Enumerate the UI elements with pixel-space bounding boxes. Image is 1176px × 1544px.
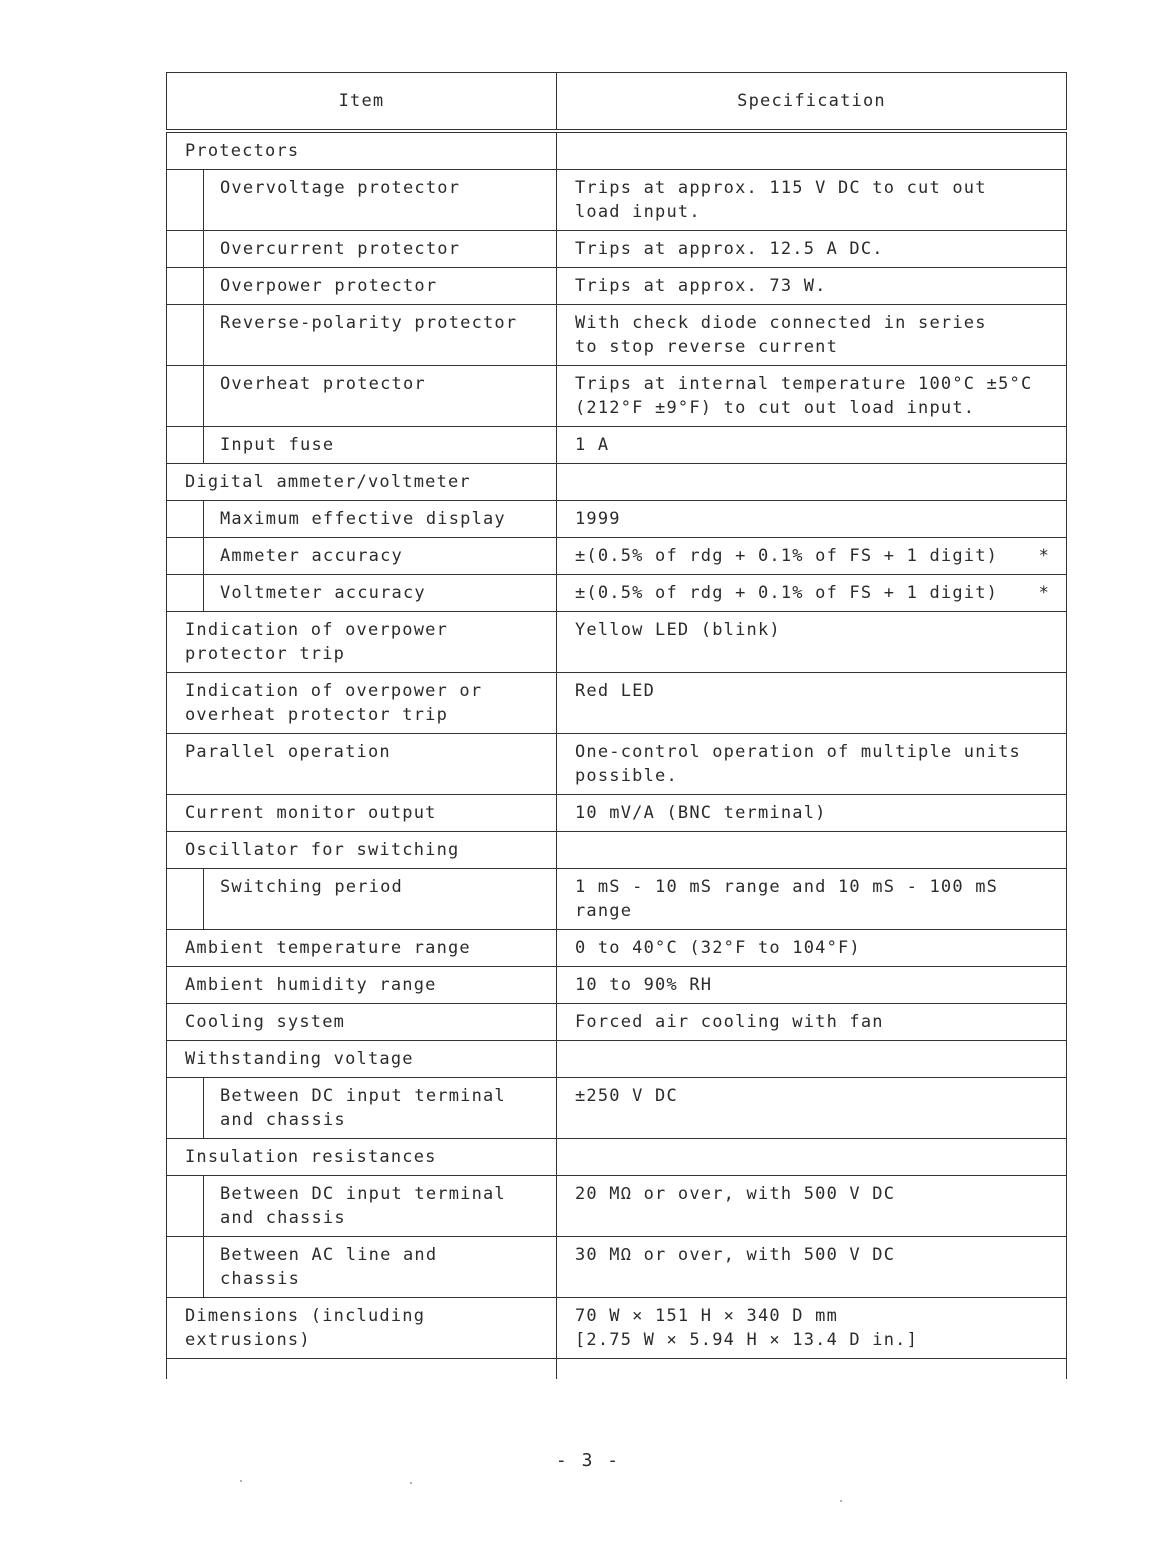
table-row [167,1139,1067,1176]
item-cell [167,612,557,673]
table-row [167,575,1067,612]
spec-cell [557,305,1067,366]
item-label: Parallel operation [185,742,391,762]
spec-value: Trips at approx. 115 V DC to cut out load input. [575,178,987,222]
spec-value: 1 mS - 10 mS range and 10 mS - 100 mS range [575,877,999,921]
item-label: Oscillator for switching [185,840,460,860]
item-label: Dimensions (including extrusions) [185,1306,426,1350]
spec-sheet [166,72,1066,1379]
spec-cell [557,734,1067,795]
page-number: - 3 - [555,1450,621,1471]
table-row [167,1298,1067,1359]
table-row [167,464,1067,501]
spec-value: 10 mV/A (BNC terminal) [575,803,827,823]
spec-cell [557,673,1067,734]
spec-cell [557,131,1067,170]
item-cell [167,268,557,305]
empty-cell [167,1359,557,1380]
spec-cell [557,1139,1067,1176]
spec-value: With check diode connected in series to stop reverse current [575,313,987,357]
spec-cell [557,869,1067,930]
scan-speck [240,1480,242,1482]
table-row [167,673,1067,734]
sub-item-label: Ammeter accuracy [203,538,556,574]
spec-value: 1 A [575,435,610,455]
item-cell [167,869,557,930]
table-row [167,930,1067,967]
sub-item-label: Switching period [203,869,556,929]
table-row [167,967,1067,1004]
spec-cell [557,231,1067,268]
item-label: Cooling system [185,1012,346,1032]
item-cell [167,1139,557,1176]
spec-value: 70 W × 151 H × 340 D mm [2.75 W × 5.94 H × 13.4 D in.] [575,1306,919,1350]
specification-table [166,72,1067,1379]
spec-cell [557,501,1067,538]
table-row [167,538,1067,575]
item-cell [167,832,557,869]
table-row [167,131,1067,170]
sub-item-label: Between DC input terminal and chassis [203,1078,556,1138]
item-cell [167,930,557,967]
spec-value: 10 to 90% RH [575,975,713,995]
table-row [167,366,1067,427]
item-cell [167,305,557,366]
table-row [167,832,1067,869]
table-header-row [167,73,1067,132]
item-column-header: Item [167,73,557,132]
table-row [167,1004,1067,1041]
spec-value: 20 MΩ or over, with 500 V DC [575,1184,896,1204]
spec-cell [557,427,1067,464]
table-end-row [167,1359,1067,1380]
spec-value: Red LED [575,681,656,701]
table-row [167,1176,1067,1237]
spec-cell [557,538,1067,575]
item-cell [167,231,557,268]
table-row [167,170,1067,231]
scan-speck [410,1482,412,1484]
table-row [167,612,1067,673]
item-label: Protectors [185,141,300,161]
item-cell [167,734,557,795]
item-cell [167,427,557,464]
item-label: Digital ammeter/voltmeter [185,472,471,492]
spec-cell [557,1176,1067,1237]
table-row [167,1041,1067,1078]
spec-cell [557,1078,1067,1139]
spec-cell [557,366,1067,427]
spec-cell [557,832,1067,869]
item-label: Ambient humidity range [185,975,437,995]
item-label: Indication of overpower or overheat protector trip [185,681,483,725]
spec-cell [557,464,1067,501]
item-cell [167,464,557,501]
footnote-mark: * [1038,546,1050,566]
item-cell [167,1298,557,1359]
item-cell [167,131,557,170]
spec-cell [557,170,1067,231]
spec-value: Trips at internal temperature 100°C ±5°C (212°F ±9°F) to cut out load input. [575,374,1033,418]
item-cell [167,575,557,612]
spec-cell [557,967,1067,1004]
spec-value: Trips at approx. 12.5 A DC. [575,239,884,259]
sub-item-label: Maximum effective display [203,501,556,537]
item-cell [167,1004,557,1041]
spec-cell [557,1004,1067,1041]
sub-item-label: Input fuse [203,427,556,463]
sub-item-label: Overvoltage protector [203,170,556,230]
item-cell [167,1041,557,1078]
item-cell [167,673,557,734]
item-cell [167,1176,557,1237]
spec-value: 1999 [575,509,621,529]
table-row [167,268,1067,305]
item-cell [167,1078,557,1139]
footnote-mark: * [1038,583,1050,603]
spec-cell [557,268,1067,305]
sub-item-label: Reverse-polarity protector [203,305,556,365]
spec-cell [557,575,1067,612]
item-label: Ambient temperature range [185,938,471,958]
item-cell [167,170,557,231]
spec-cell [557,930,1067,967]
spec-cell [557,1041,1067,1078]
item-cell [167,538,557,575]
sub-item-label: Overcurrent protector [203,231,556,267]
spec-value: ±250 V DC [575,1086,678,1106]
table-row [167,305,1067,366]
item-label: Indication of overpower protector trip [185,620,449,664]
table-row [167,501,1067,538]
spec-cell [557,1237,1067,1298]
spec-value: Trips at approx. 73 W. [575,276,827,296]
specification-column-header: Specification [557,73,1067,132]
table-row [167,795,1067,832]
spec-value: ±(0.5% of rdg + 0.1% of FS + 1 digit) [575,583,999,603]
table-row [167,231,1067,268]
spec-value: One-control operation of multiple units possible. [575,742,1021,786]
table-row [167,869,1067,930]
sub-item-label: Overpower protector [203,268,556,304]
table-body [167,131,1067,1379]
item-cell [167,1237,557,1298]
sub-item-label: Overheat protector [203,366,556,426]
table-row [167,427,1067,464]
sub-item-label: Voltmeter accuracy [203,575,556,611]
item-label: Current monitor output [185,803,437,823]
sub-item-label: Between AC line and chassis [203,1237,556,1297]
empty-cell [557,1359,1067,1380]
item-cell [167,795,557,832]
item-cell [167,366,557,427]
spec-value: ±(0.5% of rdg + 0.1% of FS + 1 digit) [575,546,999,566]
spec-value: Forced air cooling with fan [575,1012,884,1032]
item-cell [167,501,557,538]
spec-cell [557,612,1067,673]
spec-value: 0 to 40°C (32°F to 104°F) [575,938,861,958]
item-label: Withstanding voltage [185,1049,414,1069]
item-label: Insulation resistances [185,1147,437,1167]
sub-item-label: Between DC input terminal and chassis [203,1176,556,1236]
table-row [167,1237,1067,1298]
table-row [167,1078,1067,1139]
scan-speck [840,1500,842,1502]
item-cell [167,967,557,1004]
spec-value: Yellow LED (blink) [575,620,781,640]
spec-cell [557,1298,1067,1359]
spec-cell [557,795,1067,832]
spec-value: 30 MΩ or over, with 500 V DC [575,1245,896,1265]
table-row [167,734,1067,795]
